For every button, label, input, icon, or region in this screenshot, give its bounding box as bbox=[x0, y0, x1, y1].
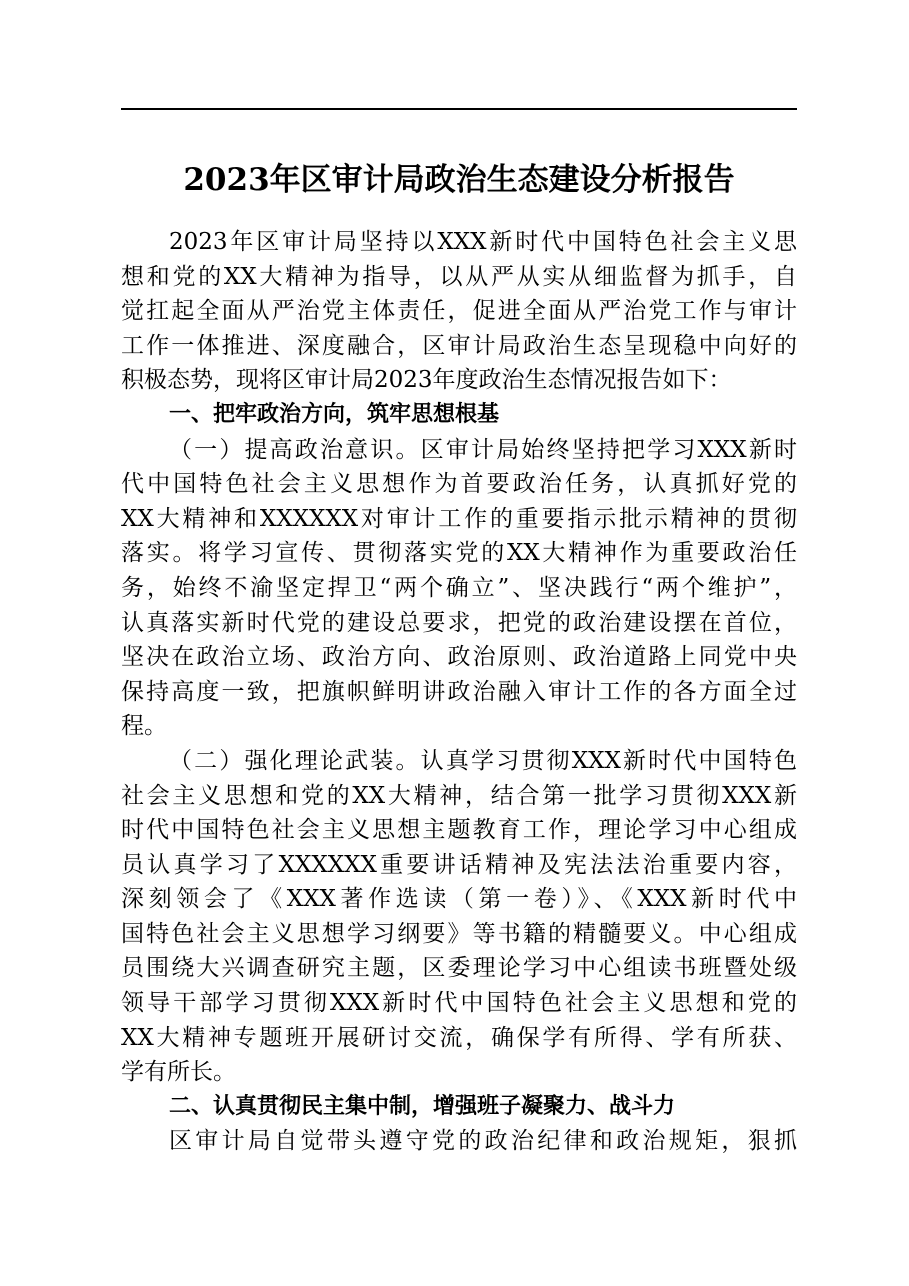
paragraph-line: 学有所长。 bbox=[121, 1059, 236, 1086]
paragraph-line: 深刻领会了《XXX著作选读（第一卷）》、《XXX新时代中 bbox=[121, 886, 797, 913]
paragraph-line: 想和党的XX大精神为指导，以从严从实从细监督为抓手，自 bbox=[121, 263, 797, 290]
paragraph-line: （二）强化理论武装。认真学习贯彻XXX新时代中国特色 bbox=[169, 747, 797, 774]
paragraph-line: （一）提高政治意识。区审计局始终坚持把学习XXX新时 bbox=[169, 436, 797, 463]
paragraph-line: 员认真学习了XXXXXX重要讲话精神及宪法法治重要内容， bbox=[121, 851, 797, 878]
paragraph-line: 2023年区审计局坚持以XXX新时代中国特色社会主义思 bbox=[169, 229, 797, 255]
section-heading: 一、把牢政治方向，筑牢思想根基 bbox=[169, 401, 500, 427]
paragraph-line: 程。 bbox=[121, 713, 167, 740]
paragraph-line: 代中国特色社会主义思想作为首要政治任务，认真抓好党的 bbox=[121, 471, 797, 498]
header-rule bbox=[121, 108, 797, 110]
paragraph-line: 时代中国特色社会主义思想主题教育工作，理论学习中心组成 bbox=[121, 817, 797, 844]
paragraph-line: 务，始终不渝坚定捍卫“两个确立”、坚决践行“两个维护”， bbox=[121, 574, 797, 601]
paragraph-line: 工作一体推进、深度融合，区审计局政治生态呈现稳中向好的 bbox=[121, 332, 797, 359]
paragraph-line: 坚决在政治立场、政治方向、政治原则、政治道路上同党中央 bbox=[121, 644, 797, 671]
paragraph-line: 保持高度一致，把旗帜鲜明讲政治融入审计工作的各方面全过 bbox=[121, 678, 797, 705]
document-body bbox=[121, 225, 797, 1159]
paragraph-line: 落实。将学习宣传、贯彻落实党的XX大精神作为重要政治任 bbox=[121, 540, 797, 567]
paragraph-line: XX大精神和XXXXXX对审计工作的重要指示批示精神的贯彻 bbox=[121, 505, 797, 532]
paragraph-line: 觉扛起全面从严治党主体责任，促进全面从严治党工作与审计 bbox=[121, 298, 797, 325]
paragraph-line: XX大精神专题班开展研讨交流，确保学有所得、学有所获、 bbox=[121, 1024, 797, 1051]
paragraph-line: 领导干部学习贯彻XXX新时代中国特色社会主义思想和党的 bbox=[121, 990, 797, 1017]
paragraph-line: 国特色社会主义思想学习纲要》等书籍的精髓要义。中心组成 bbox=[121, 920, 797, 947]
section-heading: 二、认真贯彻民主集中制，增强班子凝聚力、战斗力 bbox=[169, 1093, 676, 1119]
document-title: 2023年区审计局政治生态建设分析报告 bbox=[183, 162, 735, 198]
paragraph-line: 员围绕大兴调查研究主题，区委理论学习中心组读书班暨处级 bbox=[121, 955, 797, 982]
paragraph-line: 社会主义思想和党的XX大精神，结合第一批学习贯彻XXX新 bbox=[121, 782, 797, 809]
paragraph-line: 认真落实新时代党的建设总要求，把党的政治建设摆在首位， bbox=[121, 609, 797, 636]
paragraph-line: 区审计局自觉带头遵守党的政治纪律和政治规矩，狠抓 bbox=[169, 1128, 797, 1155]
paragraph-line: 积极态势，现将区审计局2023年度政治生态情况报告如下： bbox=[121, 367, 732, 394]
